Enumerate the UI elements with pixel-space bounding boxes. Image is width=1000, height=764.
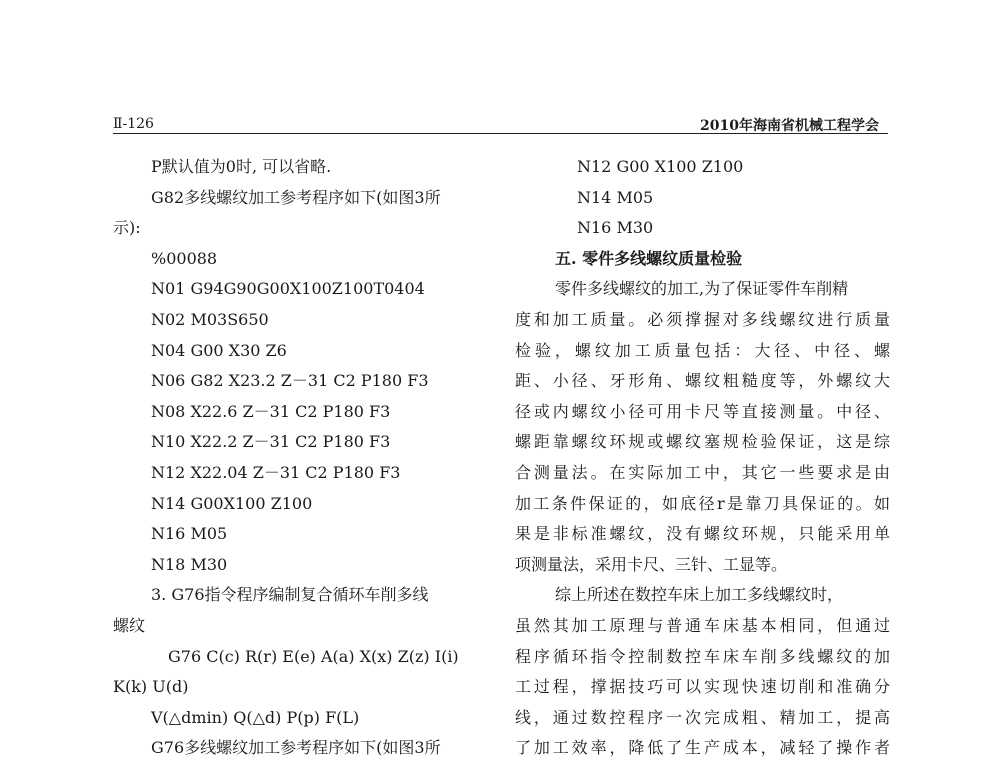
right-column-line: 综上所述在数控车床上加工多线螺纹时， [555,585,844,605]
right-column-line: 项测量法，采用卡尺、三针、工显等。 [515,554,788,574]
left-column-line: N01 G94G90G00X100Z100T0404 [151,279,425,299]
left-column-line: N12 X22.04 Z－31 C2 P180 F3 [151,462,401,482]
right-column-line: 工过程，撑据技巧可以实现快速切削和准确分 [515,677,890,697]
left-column-line: N18 M30 [151,554,228,574]
right-column-line: 五. 零件多线螺纹质量检验 [555,248,743,268]
left-column-line: N06 G82 X23.2 Z－31 C2 P180 F3 [151,371,429,391]
right-column-line: 合测量法。在实际加工中，其它一些要求是由 [515,462,890,482]
header-rule [113,133,888,134]
right-column-line: 螺距靠螺纹环规或螺纹塞规检验保证，这是综 [515,432,890,452]
right-column-line: 虽然其加工原理与普通车床基本相同，但通过 [515,615,890,635]
right-column-line: N14 M05 [577,187,654,207]
left-column-line: 3. G76指令程序编制复合循环车削多线 [151,585,429,605]
right-column-line: 零件多线螺纹的加工,为了保证零件车削精 [555,279,849,299]
left-column-line: P默认值为0时, 可以省略. [151,157,332,176]
left-column-line: N16 M05 [151,524,228,544]
left-column [113,152,483,764]
left-column-line: N14 G00X100 Z100 [151,493,313,513]
left-column-line: K(k) U(d) [113,677,189,697]
right-column-line: 程序循环指令控制数控车床车削多线螺纹的加 [515,646,890,666]
left-column-line: V(△dmin) Q(△d) P(p) F(L) [151,707,360,727]
right-column-line: 加工条件保证的，如底径r是靠刀具保证的。如 [515,493,890,513]
right-column-line: 距、小径、牙形角、螺纹粗糙度等，外螺纹大 [515,371,890,391]
right-column-line: N16 M30 [577,218,654,238]
right-column-line: 度和加工质量。必须撑握对多线螺纹进行质量 [515,309,890,329]
left-column-line: G82多线螺纹加工参考程序如下(如图3所 [151,187,441,207]
left-column-line: N02 M03S650 [151,309,269,329]
left-column-line: G76 C(c) R(r) E(e) A(a) X(x) Z(z) I(i) [168,646,459,666]
page-number: Ⅱ-126 [113,116,154,132]
right-column-line: 了加工效率，降低了生产成本，减轻了操作者 [515,738,890,758]
right-column-line: N12 G00 X100 Z100 [577,157,744,176]
left-column-line: 示): [113,218,141,238]
journal-title: 2010年海南省机械工程学会 [700,118,879,134]
left-column-line: %00088 [151,248,218,268]
left-column-line: N04 G00 X30 Z6 [151,340,287,360]
left-column-line: N10 X22.2 Z－31 C2 P180 F3 [151,432,391,452]
left-column-line: G76多线螺纹加工参考程序如下(如图3所 [151,738,441,758]
right-column-line: 检验，螺纹加工质量包括：大径、中径、螺 [515,340,890,360]
right-column [515,152,890,764]
left-column-line: 螺纹 [113,615,146,635]
left-column-line: N08 X22.6 Z－31 C2 P180 F3 [151,401,391,421]
right-column-line: 径或内螺纹小径可用卡尺等直接测量。中径、 [515,401,890,421]
right-column-line: 果是非标准螺纹，没有螺纹环规，只能采用单 [515,524,890,544]
right-column-line: 线，通过数控程序一次完成粗、精加工，提高 [515,707,890,727]
